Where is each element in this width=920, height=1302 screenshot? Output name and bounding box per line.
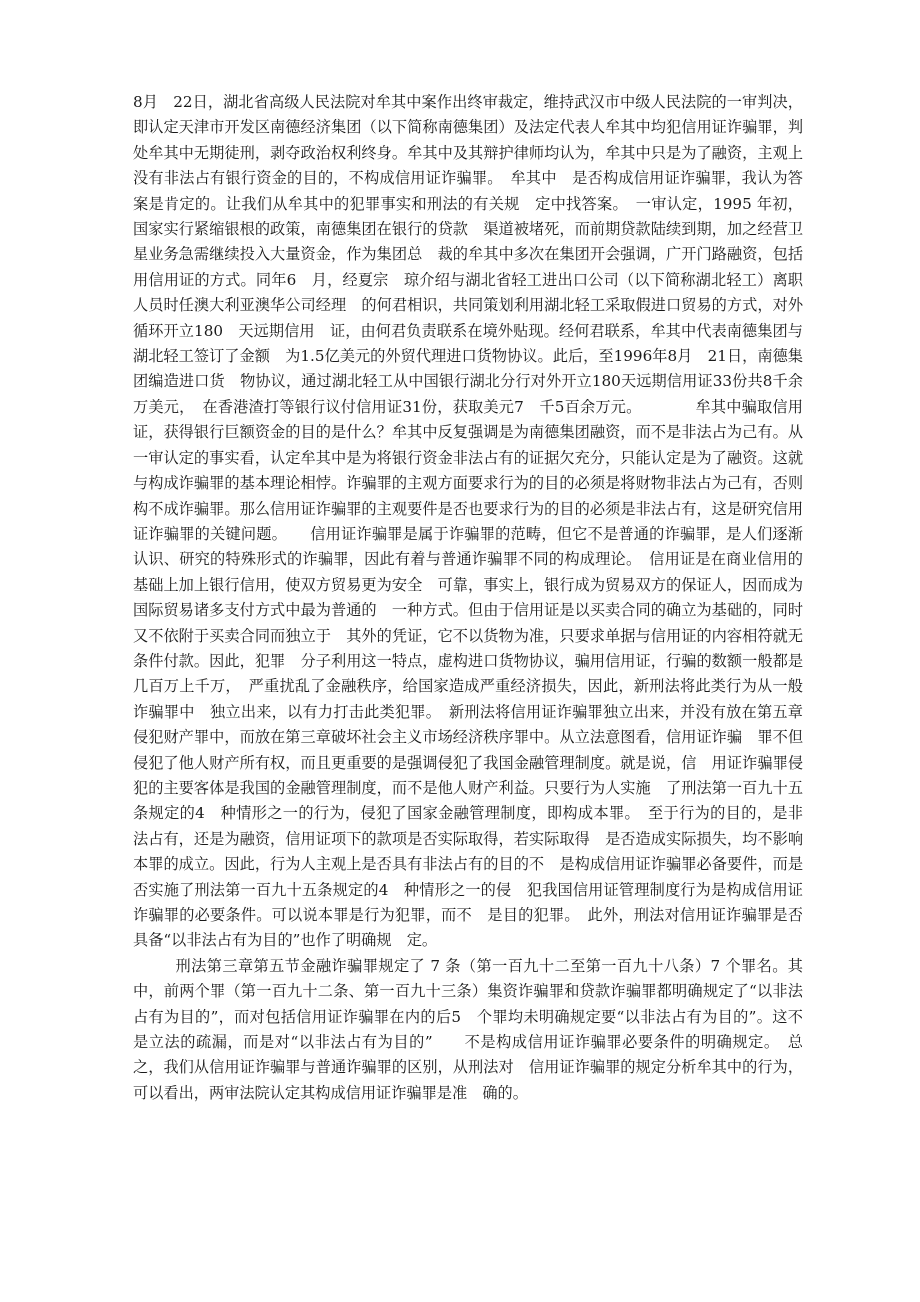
document-body <box>133 90 819 1106</box>
paragraph: 刑法第三章第五节金融诈骗罪规定了 7 条（第一百九十二至第一百九十八条）7 个罪名。其中，前两个罪（第一百九十二条、第一百九十三条）集资诈骗罪和贷款诈骗罪都明确规定了“以非法占有为目的”，而对包括信用证诈骗罪在内的后5 个罪均未明确规定要“以非法占有为目的”。这不是立法的疏漏，而是对“以非法占有为目的” 不是构成信用证诈骗罪必要条件的明确规定。 总之，我们从信用证诈骗罪与普通诈骗罪的区别，从刑法对 信用证诈骗罪的规定分析牟其中的行为，可以看出，两审法院认定其构成信用证诈骗罪是准 确的。 <box>133 956 803 1102</box>
paragraph: 8月 22日，湖北省高级人民法院对牟其中案作出终审裁定，维持武汉市中级人民法院的一审判决，即认定天津市开发区南德经济集团（以下简称南德集团）及法定代表人牟其中均犯信用证诈骗罪，判处牟其中无期徒刑，剥夺政治权利终身。牟其中及其辩护律师均认为，牟其中只是为了融资，主观上没有非法占有银行资金的目的，不构成信用证诈骗罪。 牟其中 是否构成信用证诈骗罪，我认为答案是肯定的。让我们从牟其中的犯罪事实和刑法的有关规 定中找答案。 一审认定，1995 年初，国家实行紧缩银根的政策，南德集团在银行的贷款 渠道被堵死，而前期贷款陆续到期，加之经营卫星业务急需继续投入大量资金，作为集团总 裁的牟其中多次在集团开会强调，广开门路融资，包括用信用证的方式。同年6 月，经夏宗 琼介绍与湖北省轻工进出口公司（以下简称湖北轻工）离职人员时任澳大利亚澳华公司经理 的何君相识，共同策划利用湖北轻工采取假进口贸易的方式，对外循环开立180 天远期信用 证，由何君负责联系在境外贴现。经何君联系，牟其中代表南德集团与湖北轻工签订了金额 为1.5亿美元的外贸代理进口货物协议。此后，至1996年8月 21日，南德集团编造进口货 物协议，通过湖北轻工从中国银行湖北分行对外开立180天远期信用证33份共8千余万美元， 在香港渣打等银行议付信用证31份，获取美元7 千5百余万元。 牟其中骗取信用证，获得银行巨额资金的目的是什么？牟其中反复强调是为南德集团融资，而不是非法占为己有。从一审认定的事实看，认定牟其中是为将银行资金非法占有的证据欠充分，只能认定是为了融资。这就与构成诈骗罪的基本理论相悖。诈骗罪的主观方面要求行为的目的必须是将财物非法占为己有，否则构不成诈骗罪。那么信用证诈骗罪的主观要件是否也要求行为的目的必须是非法占有，这是研究信用证诈骗罪的关键问题。 信用证诈骗罪是属于诈骗罪的范畴，但它不是普通的诈骗罪，是人们逐渐认识、研究的特殊形式的诈骗罪，因此有着与普通诈骗罪不同的构成理论。 信用证是在商业信用的基础上加上银行信用，使双方贸易更为安全 可靠，事实上，银行成为贸易双方的保证人，因而成为国际贸易诸多支付方式中最为普通的 一种方式。但由于信用证是以买卖合同的确立为基础的，同时又不依附于买卖合同而独立于 其外的凭证，它不以货物为准，只要求单据与信用证的内容相符就无条件付款。因此，犯罪 分子利用这一特点，虚构进口货物协议，骗用信用证，行骗的数额一般都是几百万上千万， 严重扰乱了金融秩序，给国家造成严重经济损失，因此，新刑法将此类行为从一般诈骗罪中 独立出来，以有力打击此类犯罪。 新刑法将信用证诈骗罪独立出来，并没有放在第五章 侵犯财产罪中，而放在第三章破坏社会主义市场经济秩序罪中。从立法意图看，信用证诈骗 罪不但侵犯了他人财产所有权，而且更重要的是强调侵犯了我国金融管理制度。就是说，信 用证诈骗罪侵犯的主要客体是我国的金融管理制度，而不是他人财产利益。只要行为人实施 了刑法第一百九十五条规定的4 种情形之一的行为，侵犯了国家金融管理制度，即构成本罪。 至于行为的目的，是非法占有，还是为融资，信用证项下的款项是否实际取得，若实际取得 是否造成实际损失，均不影响本罪的成立。因此，行为人主观上是否具有非法占有的目的不 是构成信用证诈骗罪必备要件，而是否实施了刑法第一百九十五条规定的4 种情形之一的侵 犯我国信用证管理制度行为是构成信用证诈骗罪的必要条件。可以说本罪是行为犯罪，而不 是目的犯罪。 此外，刑法对信用证诈骗罪是否具备“以非法占有为目的”也作了明确规 定。 <box>133 93 819 950</box>
